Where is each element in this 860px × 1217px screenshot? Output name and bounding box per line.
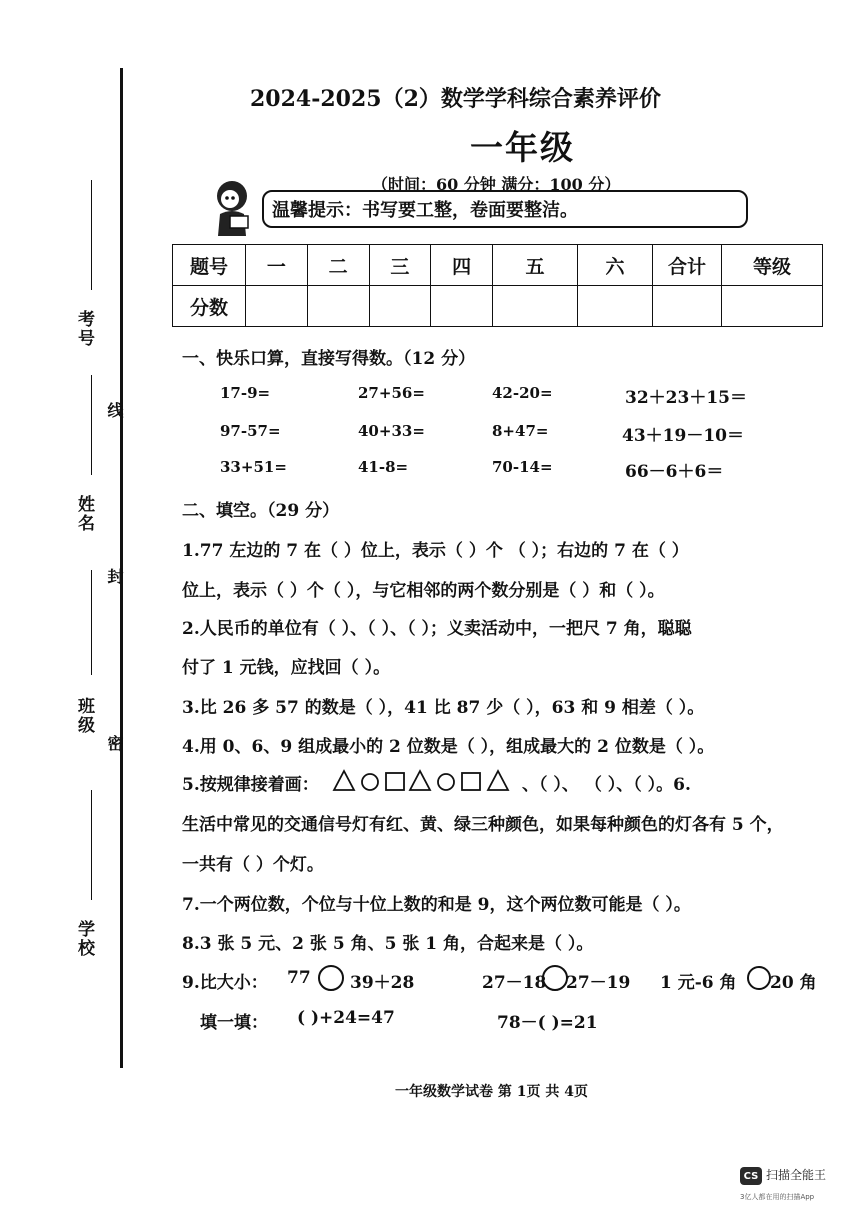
calc-item: 8+47= (492, 422, 549, 440)
field-school-line[interactable] (91, 790, 92, 900)
question-line: 4.用 0、6、9 组成最小的 2 位数是（ ），组成最大的 2 位数是（ ）。 (182, 737, 715, 757)
compare-circle-a[interactable] (318, 965, 344, 991)
fill-label: 填一填： (200, 1013, 268, 1033)
question-line: 、（ ）、 （ ）、（ ）。6. (522, 775, 691, 795)
section1-title: 一、快乐口算，直接写得数。（12 分） (182, 349, 476, 369)
score-table (172, 244, 823, 327)
question-line: 8.3 张 5 元、2 张 5 角、5 张 1 角，合起来是（ ）。 (182, 934, 594, 954)
score-header-cell: 二 (307, 245, 369, 286)
scanner-name: 扫描全能王 (766, 1168, 827, 1182)
scanner-tagline: 3亿人都在用的扫描App (740, 1193, 815, 1201)
calc-item: 33+51= (220, 458, 287, 476)
grade-title: 一年级 (470, 128, 575, 167)
compare-b-left: 27－18 (482, 973, 547, 993)
compare-c-right: 20 角 (770, 973, 817, 993)
calc-item: 70-14= (492, 458, 553, 476)
field-school: 学校 (74, 920, 94, 958)
score-header-cell: 合计 (653, 245, 722, 286)
score-header-cell: 三 (369, 245, 431, 286)
question-line: 位上，表示（ ）个（ ），与它相邻的两个数分别是（ ）和（ ）。 (182, 581, 665, 601)
score-header-cell: 等级 (722, 245, 823, 286)
calc-item: 66－6＋6＝ (625, 462, 724, 482)
score-header-cell: 六 (578, 245, 653, 286)
score-cell[interactable] (578, 286, 653, 327)
calc-item: 42-20= (492, 384, 553, 402)
fill-equation-1: ( )+24=47 (297, 1008, 395, 1028)
field-exam-number-line[interactable] (91, 180, 92, 290)
question-line: 付了 1 元钱，应找回（ ）。 (182, 658, 391, 678)
question-line: 5.按规律接着画： (182, 775, 319, 795)
score-cell[interactable] (369, 286, 431, 327)
question-line: 1.77 左边的 7 在（ ）位上，表示（ ）个 （ ）；右边的 7 在（ ） (182, 541, 689, 561)
page-footer: 一年级数学试卷 第 1页 共 4页 (395, 1084, 588, 1100)
field-name: 姓名 (74, 495, 94, 533)
calc-item: 41-8= (358, 458, 409, 476)
calc-item: 97-57= (220, 422, 281, 440)
calc-item: 27+56= (358, 384, 425, 402)
tip-text: 温馨提示：书写要工整，卷面要整洁。 (272, 200, 578, 221)
calc-item: 17-9= (220, 384, 271, 402)
field-class: 班级 (74, 697, 94, 735)
field-exam-number: 考号 (74, 310, 94, 348)
score-cell[interactable] (246, 286, 308, 327)
tip-box (262, 190, 748, 228)
field-class-line[interactable] (91, 570, 92, 675)
exam-title: 2024-2025（2）数学学科综合素养评价 (250, 86, 661, 112)
compare-c-left: 1 元-6 角 (660, 973, 737, 993)
score-header-cell: 一 (246, 245, 308, 286)
compare-a-left: 77 (287, 968, 311, 988)
mascot-icon (200, 174, 266, 240)
score-header-cell: 五 (493, 245, 578, 286)
scanner-logo: CS (740, 1167, 762, 1185)
seal-line-char: 线 (105, 402, 124, 418)
fill-equation-2: 78－( )=21 (497, 1013, 598, 1033)
score-cell[interactable] (431, 286, 493, 327)
question-line: 7.一个两位数，个位与十位上数的和是 9，这个两位数可能是（ ）。 (182, 895, 691, 915)
field-name-line[interactable] (91, 375, 92, 475)
score-table-header-row (173, 245, 823, 286)
score-row-label: 分数 (173, 286, 246, 327)
question-line: 2.人民币的单位有（ ）、（ ）、（ ）；义卖活动中，一把尺 7 角，聪聪 (182, 619, 692, 639)
score-cell[interactable] (653, 286, 722, 327)
compare-a-right: 39＋28 (350, 973, 415, 993)
seal-secret-char: 密 (105, 735, 124, 751)
score-cell[interactable] (722, 286, 823, 327)
calc-item: 40+33= (358, 422, 425, 440)
score-table-score-row (173, 286, 823, 327)
shape-pattern (330, 768, 520, 794)
question-line: 3.比 26 多 57 的数是（ ），41 比 87 少（ ），63 和 9 相差（ ）。 (182, 698, 705, 718)
score-header-cell: 四 (431, 245, 493, 286)
calc-item: 43＋19－10＝ (622, 426, 744, 446)
compare-label: 9.比大小： (182, 973, 268, 993)
score-cell[interactable] (493, 286, 578, 327)
section2-title: 二、填空。（29 分） (182, 501, 340, 521)
compare-circle-b[interactable] (542, 965, 568, 991)
question-line: 一共有（ ）个灯。 (182, 855, 324, 875)
score-cell[interactable] (307, 286, 369, 327)
compare-circle-c[interactable] (747, 966, 771, 990)
compare-b-right: 27－19 (566, 973, 631, 993)
calc-item: 32＋23＋15＝ (625, 388, 747, 408)
seal-seal-char: 封 (105, 568, 124, 584)
time-info: （时间：60 分钟 满分：100 分） (372, 175, 621, 194)
question-line: 生活中常见的交通信号灯有红、黄、绿三种颜色，如果每种颜色的灯各有 5 个， (182, 815, 784, 835)
score-header-cell: 题号 (173, 245, 246, 286)
